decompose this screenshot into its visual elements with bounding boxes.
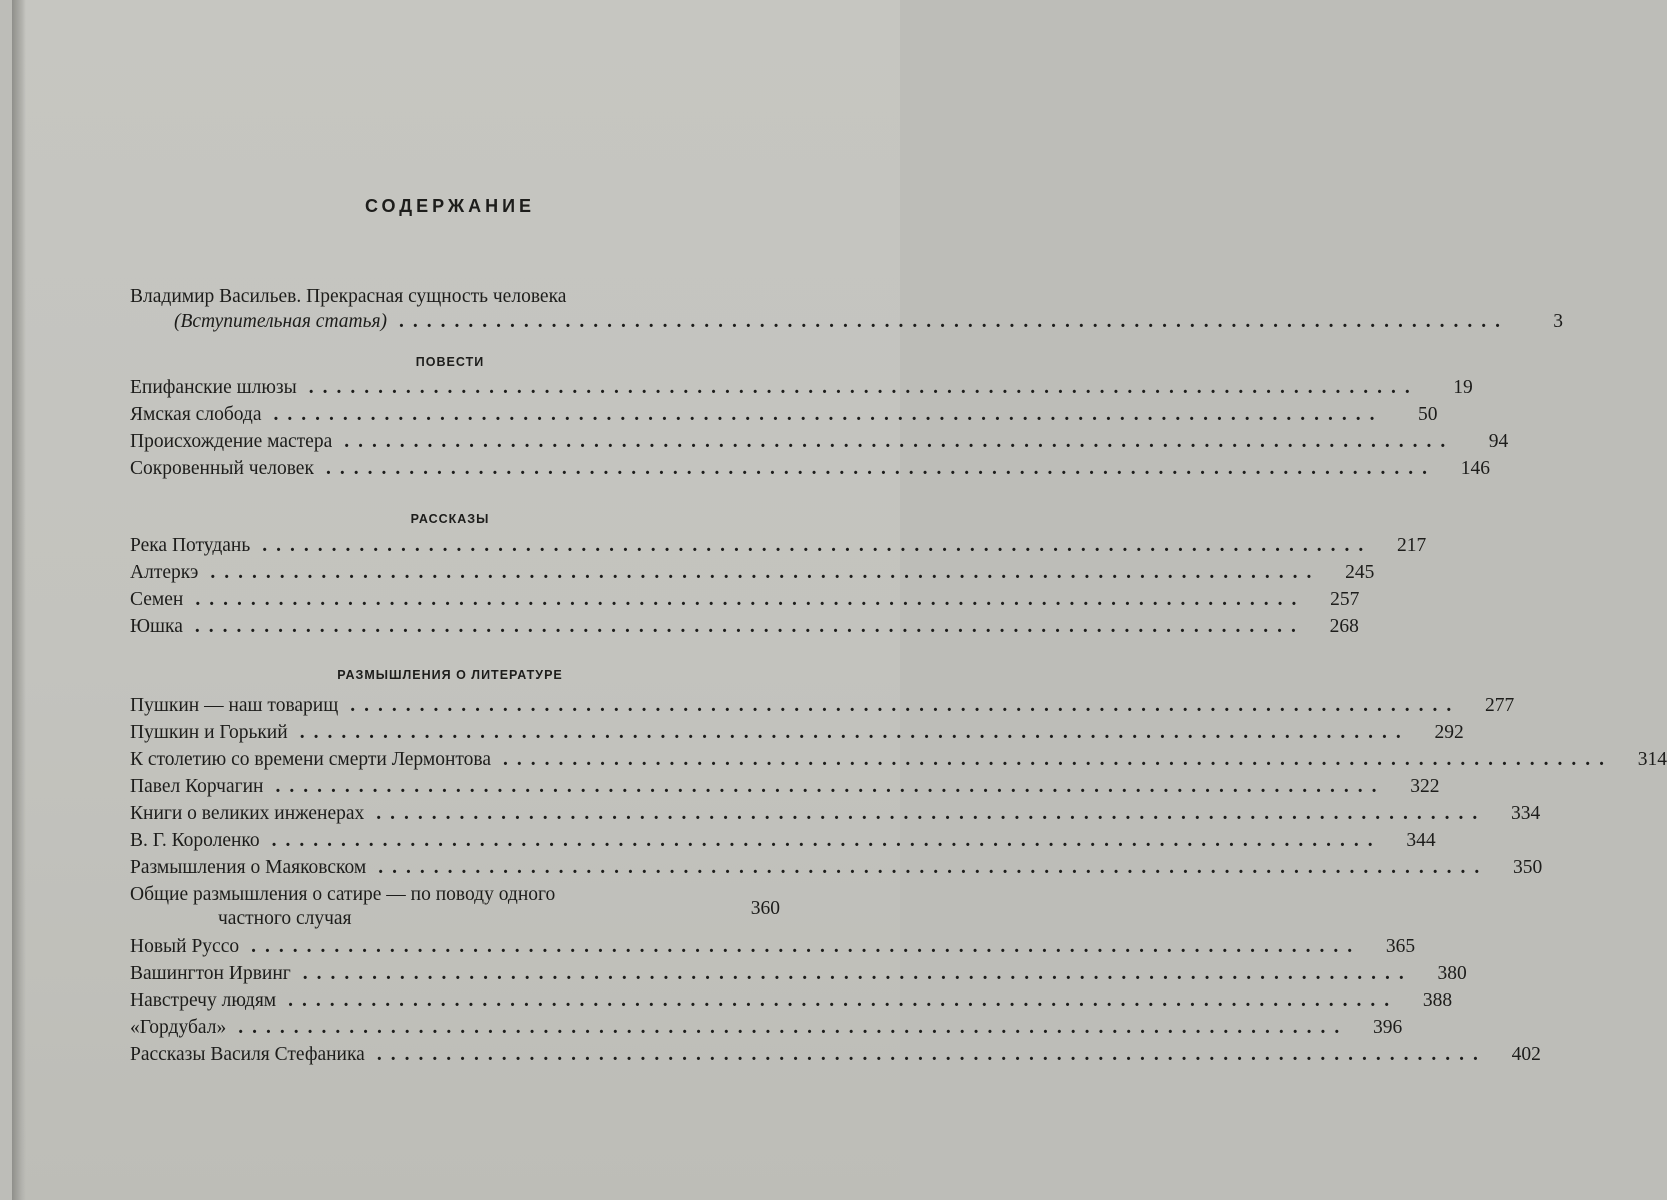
entry-page: 396 xyxy=(1372,1017,1403,1038)
entry-title: Навстречу людям xyxy=(130,990,277,1011)
entry-page: 402 xyxy=(1511,1044,1541,1065)
dot-leader: ................................................................................ xyxy=(210,562,1321,583)
toc-entry xyxy=(130,827,1436,854)
entry-page: 322 xyxy=(1410,776,1440,797)
dot-leader: ................................................................................ xyxy=(238,1017,1349,1038)
section-list-rasskazy xyxy=(130,532,1427,640)
intro-line2: (Вступительная статья) xyxy=(174,311,388,332)
entry-title: Сокровенный человек xyxy=(130,458,314,479)
entry-title: Павел Корчагин xyxy=(130,776,264,797)
toc-entry xyxy=(130,532,1427,559)
entry-page: 350 xyxy=(1513,857,1543,878)
entry-page: 314 xyxy=(1637,749,1667,770)
dot-leader: ................................................................................ xyxy=(273,404,1384,425)
entry-page: 334 xyxy=(1511,803,1541,824)
entry-title-continued: частного случая xyxy=(218,908,352,929)
entry-page: 94 xyxy=(1488,431,1509,452)
page-edge-shadow xyxy=(12,0,26,1200)
section-list-povesti xyxy=(130,374,1509,482)
dot-leader: ................................................................................ xyxy=(378,857,1489,878)
entry-title: Происхождение мастера xyxy=(130,431,333,452)
entry-page: 257 xyxy=(1330,589,1360,610)
section-list-razmyshleniya xyxy=(130,692,1667,1068)
intro-line2-row xyxy=(130,309,1564,334)
entry-title: В. Г. Короленко xyxy=(130,830,260,851)
entry-page: 245 xyxy=(1345,562,1375,583)
toc-entry xyxy=(130,559,1375,586)
entry-page: 268 xyxy=(1329,616,1359,637)
dot-leader: ................................................................................ xyxy=(376,803,1487,824)
dot-leader: ................................................................................ xyxy=(308,377,1419,398)
page-title: СОДЕРЖАНИЕ xyxy=(364,196,536,216)
toc-entry xyxy=(130,800,1541,827)
dot-leader: ................................................................................ xyxy=(288,990,1399,1011)
dot-leader: ................................................................................ xyxy=(194,616,1305,637)
entry-page: 292 xyxy=(1434,722,1464,743)
entry-title: Пушкин и Горький xyxy=(130,722,288,743)
entry-title: Новый Руссо xyxy=(130,936,240,957)
entry-title: Пушкин — наш товарищ xyxy=(130,695,339,716)
toc-entry-multiline xyxy=(130,883,780,931)
toc-entry xyxy=(130,374,1473,401)
dot-leader: ................................................................................ xyxy=(503,749,1614,770)
entry-title: Рассказы Василя Стефаника xyxy=(130,1044,365,1065)
toc-entry xyxy=(130,933,1416,960)
entry-page: 388 xyxy=(1422,990,1453,1011)
entry-page: 380 xyxy=(1437,963,1467,984)
entry-title: Ямская слобода xyxy=(130,404,262,425)
toc-entry xyxy=(130,987,1453,1014)
dot-leader: ................................................................................ xyxy=(299,722,1410,743)
entry-title: Размышления о Маяковском xyxy=(130,857,367,878)
toc-entry xyxy=(130,1041,1541,1068)
entry-page: 146 xyxy=(1460,458,1490,479)
entry-title: Алтеркэ xyxy=(130,562,199,583)
entry-page: 217 xyxy=(1396,535,1427,556)
entry-title: «Гордубал» xyxy=(130,1017,227,1038)
intro-line1: Владимир Васильев. Прекрасная сущность человека xyxy=(130,286,567,307)
intro-page-number: 3 xyxy=(1553,311,1564,332)
dot-leader: ................................................................................ xyxy=(302,963,1413,984)
entry-title: Река Потудань xyxy=(130,535,251,556)
entry-title: Семен xyxy=(130,589,184,610)
dot-leader: ................................................................................ xyxy=(275,776,1386,797)
entry-page: 19 xyxy=(1453,377,1473,398)
entry-title: Вашингтон Ирвинг xyxy=(130,963,291,984)
dot-leader: ................................................................................ xyxy=(350,695,1461,716)
entry-page: 50 xyxy=(1418,404,1438,425)
intro-entry xyxy=(130,284,1564,334)
toc-entry xyxy=(130,960,1467,987)
toc-entry xyxy=(130,455,1490,482)
entry-title: Книги о великих инженерах xyxy=(130,803,365,824)
toc-entry xyxy=(130,692,1515,719)
dot-leader: ................................................................................ xyxy=(376,1044,1487,1065)
section-heading-razmyshleniya: РАЗМЫШЛЕНИЯ О ЛИТЕРАТУРЕ xyxy=(337,668,563,682)
dot-leader: ................................................................................ xyxy=(399,311,1510,332)
entry-title: Общие размышления о сатире — по поводу одного xyxy=(130,884,556,905)
section-heading-rasskazy: РАССКАЗЫ xyxy=(410,512,490,526)
toc-entry xyxy=(130,773,1440,800)
toc-entry xyxy=(130,1014,1403,1041)
entry-page: 360 xyxy=(750,898,780,919)
dot-leader: ................................................................................ xyxy=(344,431,1455,452)
section-heading-povesti: ПОВЕСТИ xyxy=(415,355,485,369)
entry-page: 277 xyxy=(1485,695,1515,716)
dot-leader: ................................................................................ xyxy=(325,458,1436,479)
entry-page: 344 xyxy=(1406,830,1436,851)
toc-entry xyxy=(130,854,1543,881)
toc-entry xyxy=(130,428,1509,455)
toc-entry xyxy=(130,719,1464,746)
entry-title: Юшка xyxy=(130,616,183,637)
dot-leader: ................................................................................ xyxy=(271,830,1382,851)
toc-entry xyxy=(130,586,1360,613)
toc-entry xyxy=(130,746,1667,773)
entry-title: Епифанские шлюзы xyxy=(130,377,297,398)
toc-entry xyxy=(130,613,1359,640)
entry-title-block xyxy=(130,883,726,931)
dot-leader: ................................................................................ xyxy=(195,589,1306,610)
dot-leader: ................................................................................ xyxy=(251,936,1362,957)
toc-entry xyxy=(130,401,1438,428)
entry-title: К столетию со времени смерти Лермонтова xyxy=(130,749,492,770)
entry-page: 365 xyxy=(1385,936,1416,957)
dot-leader: ................................................................................ xyxy=(262,535,1373,556)
